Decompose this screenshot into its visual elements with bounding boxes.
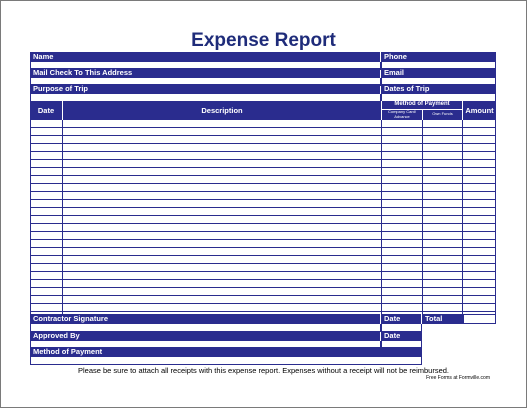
email-label: Email [381,68,496,78]
method-of-payment-label: Method of Payment [30,347,422,357]
contractor-signature-label: Contractor Signature [30,314,380,324]
description-column-header: Description [201,106,243,115]
signature-date-label: Date [381,314,421,324]
total-label: Total [422,314,463,324]
name-label: Name [30,52,380,62]
amount-column-header: Amount [465,106,494,115]
date-column-header: Date [37,106,55,115]
receipt-note: Please be sure to attach all receipts with this expense report. Expenses without a receipt will not be reimbursed. [77,366,450,375]
approval-date-label: Date [381,331,422,341]
column-divider [381,120,382,314]
column-divider [462,120,463,314]
method-of-payment-header: Method of Payment [394,101,450,107]
expense-table-header [30,101,496,120]
method-of-payment-field[interactable] [30,357,422,365]
dates-label: Dates of Trip [381,84,496,94]
company-card-header: Company Card/ Advance [387,109,416,119]
column-divider [62,120,63,314]
total-field[interactable] [463,314,496,324]
column-divider [422,120,423,314]
credit-text: Free Forms at Formville.com [426,375,490,381]
approved-by-label: Approved By [30,331,380,341]
purpose-label: Purpose of Trip [30,84,380,94]
form-title: Expense Report [191,30,336,51]
own-funds-header: Own Funds [432,111,453,116]
mail-check-label: Mail Check To This Address [30,68,380,78]
phone-label: Phone [381,52,496,62]
expense-table-rows[interactable] [30,120,496,314]
